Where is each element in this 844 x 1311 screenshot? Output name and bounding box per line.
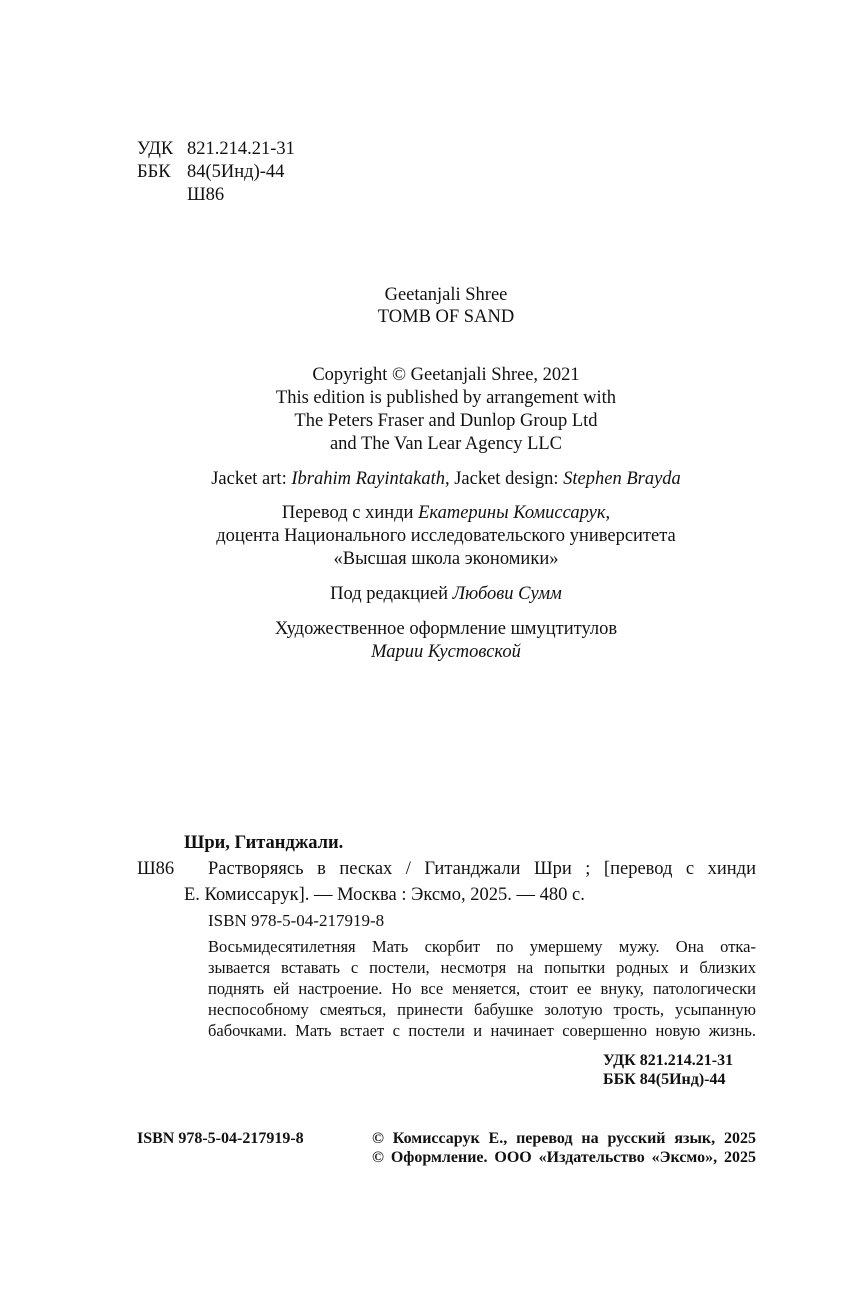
jacket-art-label: Jacket art: — [211, 469, 292, 489]
card-title-line-1-text: Растворяясь в песках / Гитанджали Шри ; [перевод с хинди — [208, 859, 756, 879]
bbk-label: ББК — [137, 162, 171, 182]
card-author-mark: Ш86 — [137, 859, 175, 879]
card-title-line-1 — [208, 858, 756, 880]
art-design-name: Марии Кустовской — [371, 642, 521, 662]
jacket-design-name: Stephen Brayda — [563, 469, 681, 489]
editor-line — [0, 583, 844, 605]
annotation-line: Восьмидесятилетняя Мать скорбит по умершему мужу. Она отка- — [208, 937, 756, 956]
jacket-design-label: , Jacket design: — [444, 469, 564, 489]
annotation-line: бабочками. Мать встает с постели и начинает совершенно новую жизнь. — [208, 1021, 756, 1040]
card-author-heading: Шри, Гитанджали. — [184, 833, 344, 853]
translator-name: Екатерины Комиссарук — [418, 503, 606, 523]
card-title-line-2: Е. Комиссарук]. — Москва : Эксмо, 2025. — 480 с. — [184, 885, 585, 905]
translation-suffix: , — [605, 503, 611, 523]
translation-line-1 — [0, 502, 844, 524]
footer-copyright-2-text: © Оформление. ООО «Издательство «Эксмо», 2025 — [372, 1149, 756, 1166]
translation-prefix: Перевод с хинди — [281, 503, 419, 523]
jacket-art-name: Ibrahim Rayintakath — [291, 469, 445, 489]
original-title: TOMB OF SAND — [377, 307, 515, 327]
bbk-value: 84(5Инд)-44 — [187, 162, 285, 182]
jacket-credits — [0, 468, 844, 490]
copyright-line-3: The Peters Fraser and Dunlop Group Ltd — [294, 411, 598, 431]
translation-line-2: доцента Национального исследовательского университета — [216, 526, 676, 546]
art-design-line-1: Художественное оформление шмуцтитулов — [274, 619, 618, 639]
annotation-line: поднять ей настроение. Но все меняется, стоит ее внуку, патологически — [208, 979, 756, 998]
card-bbk: ББК 84(5Инд)-44 — [603, 1071, 726, 1088]
copyright-line-2: This edition is published by arrangement with — [275, 388, 617, 408]
classification-block — [137, 138, 337, 208]
author-mark: Ш86 — [187, 185, 225, 205]
footer-isbn: ISBN 978-5-04-217919-8 — [137, 1130, 304, 1147]
card-isbn: ISBN 978-5-04-217919-8 — [208, 911, 385, 930]
annotation-line: зывается вставать с постели, несмотря на попытки родных и близких — [208, 958, 756, 977]
footer-copyright-1-text: © Комиссарук Е., перевод на русский язык, 2025 — [372, 1130, 756, 1147]
editor-prefix: Под редакцией — [330, 584, 453, 604]
annotation-line: неспособному смеяться, принести бабушке золотую трость, усыпанную — [208, 1000, 756, 1019]
footer-copyright-1 — [372, 1129, 756, 1148]
udk-label: УДК — [137, 139, 174, 159]
card-annotation — [208, 936, 756, 1041]
card-udk: УДК 821.214.21-31 — [603, 1052, 734, 1069]
original-author: Geetanjali Shree — [384, 285, 508, 305]
translation-line-3: «Высшая школа экономики» — [333, 549, 559, 569]
udk-value: 821.214.21-31 — [187, 139, 295, 159]
copyright-line-1: Copyright © Geetanjali Shree, 2021 — [312, 365, 580, 385]
footer-copyright-2 — [372, 1148, 756, 1167]
editor-name: Любови Сумм — [452, 584, 562, 604]
copyright-line-4: and The Van Lear Agency LLC — [329, 434, 563, 454]
